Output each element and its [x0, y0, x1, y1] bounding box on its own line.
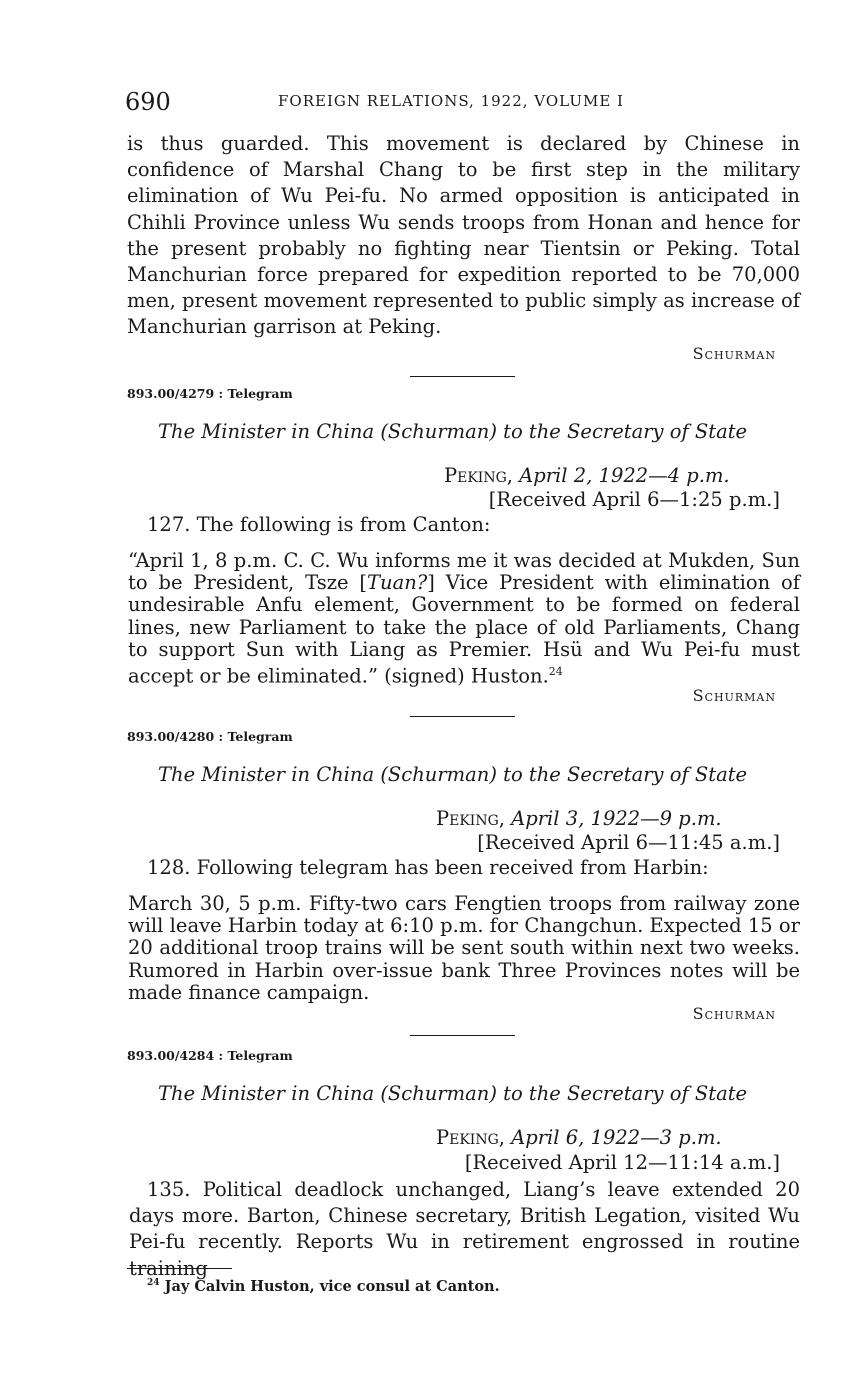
dateline-date: April 2, 1922—4 p.m. — [519, 464, 730, 487]
document-heading — [158, 1082, 747, 1105]
page-number: 690 — [125, 88, 171, 116]
heading-part: The Minister in China — [158, 763, 375, 786]
telegram-body: 135. Political deadlock unchanged, Liang’s leave extended 20 days more. Barton, Chinese secretary, British Legation, visited Wu Pei-fu recently. Reports Wu in retirement engrossed in routine training — [129, 1178, 800, 1280]
dateline-place: Peking, — [444, 464, 513, 487]
section-divider — [410, 716, 515, 717]
received-line: [Received April 6—1:25 p.m.] — [488, 488, 780, 511]
heading-part: to the Secretary of State — [503, 420, 748, 443]
telegram-lead: 128. Following telegram has been received from Harbin: — [147, 856, 709, 879]
footnote-divider — [127, 1268, 232, 1269]
footnote-number: 24 — [147, 1278, 160, 1289]
received-line: [Received April 6—11:45 a.m.] — [477, 831, 780, 854]
file-reference: 893.00/4279 : Telegram — [127, 386, 293, 401]
section-divider — [410, 1035, 515, 1036]
dateline-date: April 3, 1922—9 p.m. — [511, 807, 722, 830]
document-heading — [158, 763, 747, 786]
telegram-lead: 127. The following is from Canton: — [147, 513, 491, 536]
dateline — [436, 807, 722, 830]
opening-paragraph: is thus guarded. This movement is declared by Chinese in confidence of Marshal Chang to be first step in the military elimination of Wu Pei-fu. No armed opposition is anticipated in Chihli Province unless Wu sends troops from Honan and hence for the present probably no fighting near Tientsin or Peking. Total Manchurian force prepared for expedition reported to be 70,000 men, present movement represented to public simply as increase of Manchurian garrison at Peking. — [127, 132, 800, 339]
document-heading — [158, 420, 747, 443]
dateline-place: Peking, — [436, 1126, 505, 1149]
body-text-italic: Tuan? — [367, 571, 428, 595]
footnote-text: Jay Calvin Huston, vice consul at Canton. — [164, 1278, 500, 1295]
dateline — [436, 1126, 722, 1149]
heading-part: (Schurman) — [380, 763, 497, 786]
dateline-place: Peking, — [436, 807, 505, 830]
heading-part: (Schurman) — [380, 1082, 497, 1105]
file-reference: 893.00/4280 : Telegram — [127, 729, 293, 744]
heading-part: (Schurman) — [380, 420, 497, 443]
footnote — [147, 1278, 500, 1295]
heading-part: The Minister in China — [158, 1082, 375, 1105]
heading-part: to the Secretary of State — [503, 763, 748, 786]
body-text: ] Vice President with elimination of undesirable Anfu element, Government to be formed on federal lines, new Parliament to take the place of old Parliaments, Chang to support Sun with Liang as Premier. Hsü and Wu Pei-fu must accept or be eliminated.” (signed) Huston. — [128, 571, 800, 688]
received-line: [Received April 12—11:14 a.m.] — [464, 1151, 780, 1174]
signature-3: Schurman — [692, 1004, 776, 1023]
file-reference: 893.00/4284 : Telegram — [127, 1048, 293, 1063]
telegram-body: March 30, 5 p.m. Fifty-two cars Fengtien troops from railway zone will leave Harbin today at 6:10 p.m. for Changchun. Expected 15 or 20 additional troop trains will be sent south within next two weeks. Rumored in Harbin over-issue bank Three Provinces notes will be made finance campaign. — [128, 892, 800, 1004]
dateline — [444, 464, 730, 487]
heading-part: to the Secretary of State — [503, 1082, 748, 1105]
section-divider — [410, 376, 515, 377]
heading-part: The Minister in China — [158, 420, 375, 443]
signature-1: Schurman — [692, 344, 776, 363]
dateline-date: April 6, 1922—3 p.m. — [511, 1126, 722, 1149]
footnote-reference: 24 — [548, 665, 563, 679]
telegram-body — [128, 550, 800, 688]
signature-2: Schurman — [692, 686, 776, 705]
running-title: FOREIGN RELATIONS, 1922, VOLUME I — [278, 92, 624, 110]
body-text: “April 1, 8 p.m. C. C. Wu informs me it was decided at Mukden, Sun to be President, Tsze [ — [128, 549, 800, 595]
